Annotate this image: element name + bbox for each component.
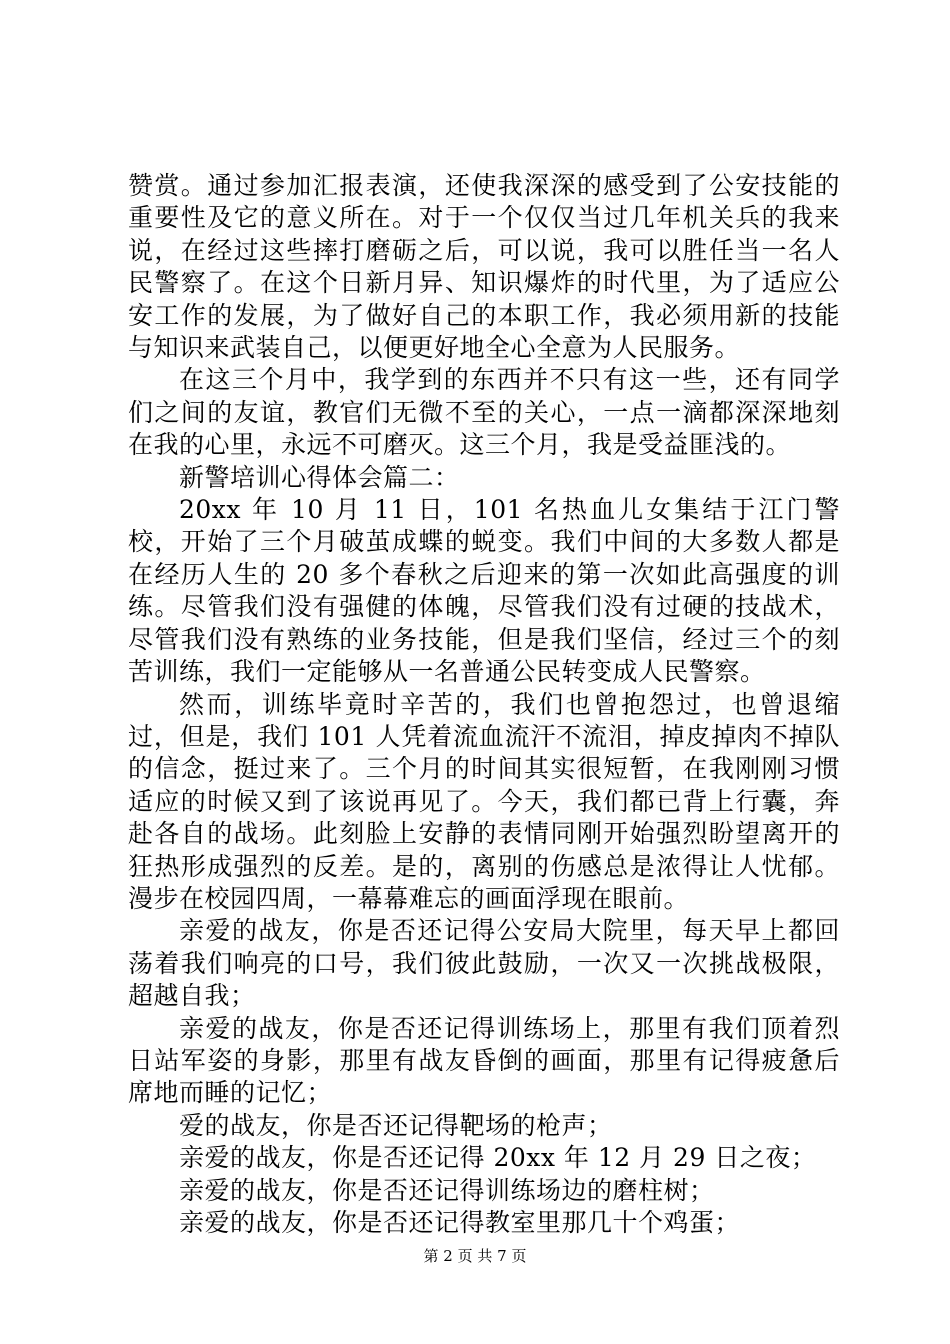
paragraph-9: 亲爱的战友，你是否还记得训练场边的磨柱树； [179, 1175, 715, 1205]
paragraph-1: 赞赏。通过参加汇报表演，还使我深深的感受到了公安技能的重要性及它的意义所在。对于一个仅仅当过几年机关兵的我来说，在经过这些摔打磨砺之后，可以说，我可以胜任当一名人民警察了。在这个日新月异、知识爆炸的时代里，为了适应公安工作的发展，为了做好自己的本职工作，我必须用新的技能与知识来武装自己，以便更好地全心全意为人民服务。 [128, 171, 840, 363]
paragraph-10: 亲爱的战友，你是否还记得教室里那几十个鸡蛋； [179, 1208, 741, 1237]
document-body [128, 170, 840, 1239]
paragraph-6: 亲爱的战友，你是否还记得训练场上，那里有我们顶着烈日站军姿的身影，那里有战友昏倒的画面，那里有记得疲惫后席地而睡的记忆； [128, 1013, 840, 1108]
page-number-footer: 第 2 页 共 7 页 [423, 1247, 527, 1265]
paragraph-4: 然而，训练毕竟时辛苦的，我们也曾抱怨过，也曾退缩过，但是，我们 101 人凭着流血流汗不流泪，掉皮掉肉不掉队的信念，挺过来了。三个月的时间其实很短暂，在我刚刚习惯适应的时候又到了该说再见了。今天，我们都已背上行囊，奔赴各自的战场。此刻脸上安静的表情同刚开始强烈盼望离开的狂热形成强烈的反差。是的，离别的伤感总是浓得让人忧郁。漫步在校园四周，一幕幕难忘的画面浮现在眼前。 [128, 689, 840, 913]
section-heading: 新警培训心得体会篇二： [179, 462, 460, 492]
paragraph-7: 爱的战友，你是否还记得靶场的枪声； [179, 1110, 613, 1140]
paragraph-8: 亲爱的战友，你是否还记得 20xx 年 12 月 29 日之夜； [179, 1143, 817, 1173]
paragraph-3: 20xx 年 10 月 11 日，101 名热血儿女集结于江门警校，开始了三个月破茧成蝶的蜕变。我们中间的大多数人都是在经历人生的 20 多个春秋之后迎来的第一次如此高强度的训练。尽管我们没有强健的体魄，尽管我们没有过硬的技战术，尽管我们没有熟练的业务技能，但是我们坚信，经过三个的刻苦训练，我们一定能够从一名普通公民转变成人民警察。 [128, 495, 840, 687]
paragraph-5: 亲爱的战友，你是否还记得公安局大院里，每天早上都回荡着我们响亮的口号，我们彼此鼓励，一次又一次挑战极限，超越自我； [128, 916, 840, 1011]
paragraph-2: 在这三个月中，我学到的东西并不只有这一些，还有同学们之间的友谊，教官们无微不至的关心，一点一滴都深深地刻在我的心里，永远不可磨灭。这三个月，我是受益匪浅的。 [128, 365, 840, 460]
